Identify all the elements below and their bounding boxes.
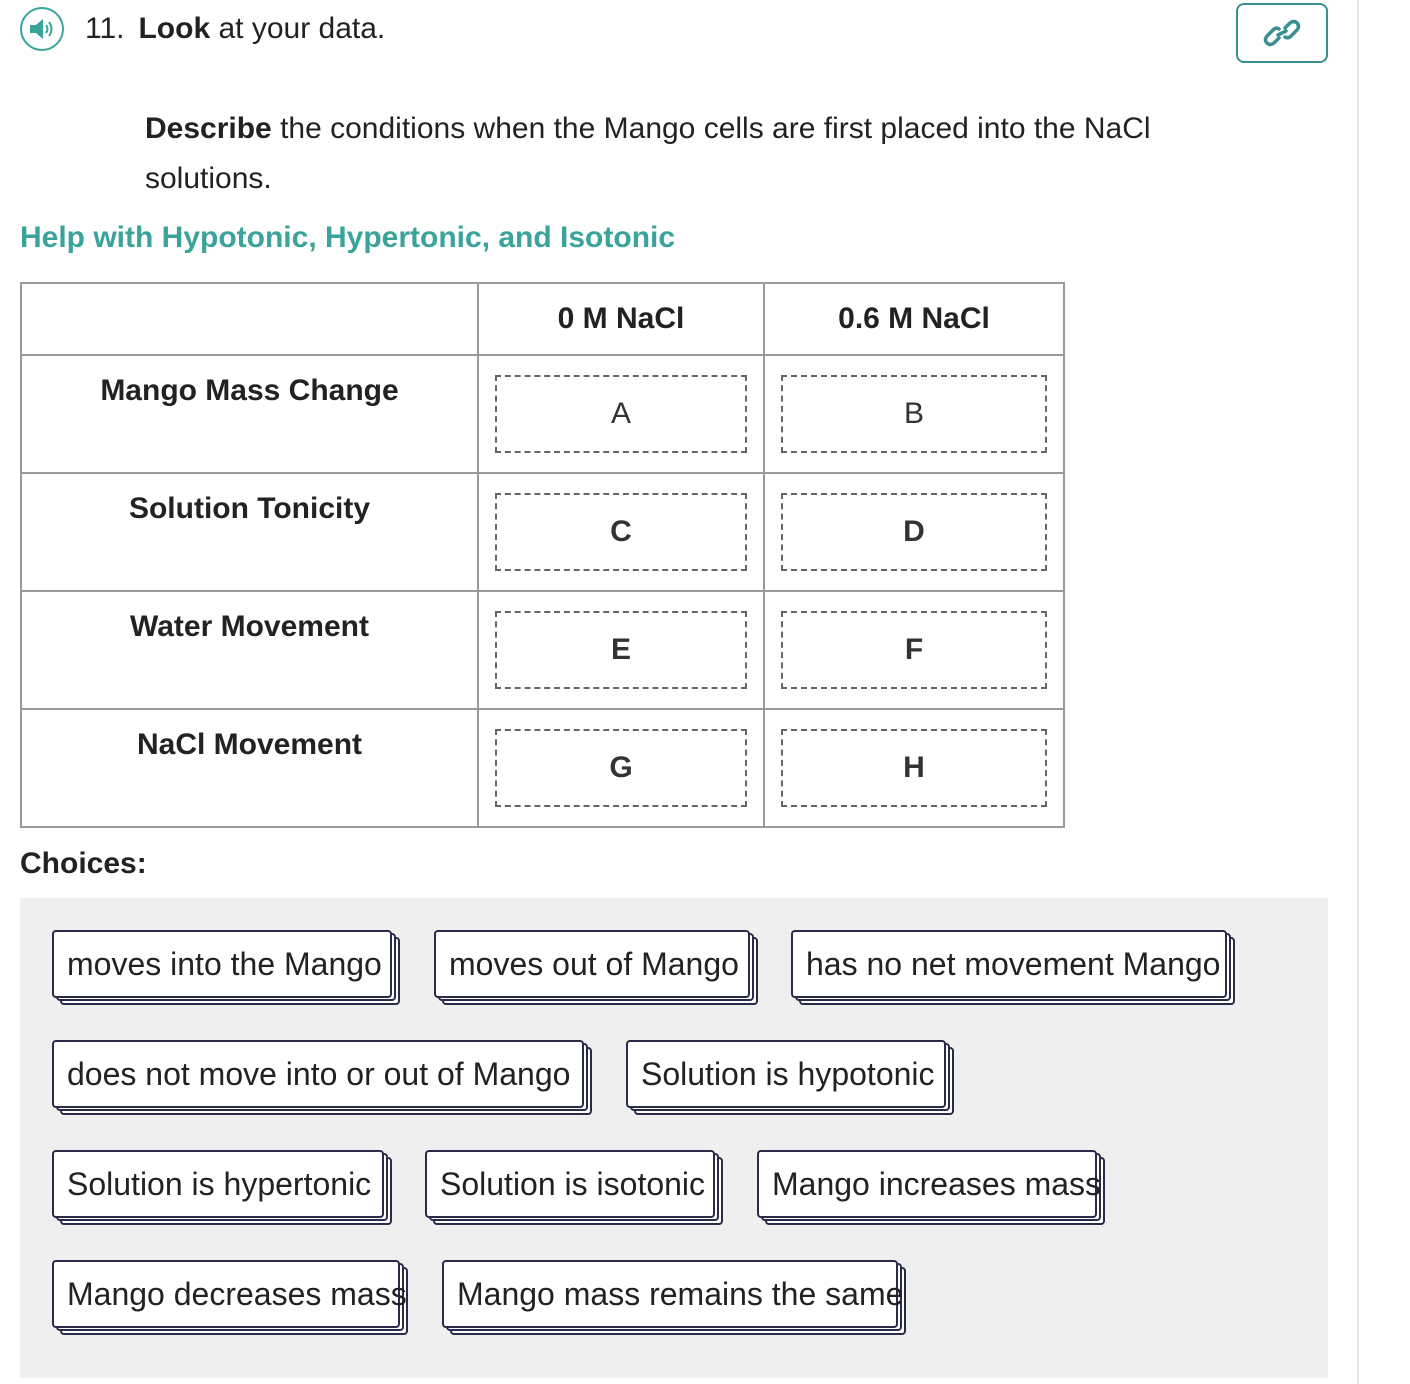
drop-zone-h[interactable]: H: [781, 729, 1047, 807]
choice-label: Solution is hypotonic: [626, 1040, 946, 1108]
drop-zone-d[interactable]: D: [781, 493, 1047, 571]
question-title: [85, 8, 385, 50]
drop-zone-b[interactable]: B: [781, 375, 1047, 453]
choice-chip[interactable]: [791, 930, 1227, 998]
row-label: Mango Mass Change: [21, 355, 478, 473]
table-header-06m: 0.6 M NaCl: [764, 283, 1064, 355]
drop-zone-g[interactable]: G: [495, 729, 747, 807]
choices-panel: [20, 898, 1328, 1378]
choice-chip[interactable]: [52, 1150, 384, 1218]
choice-chip[interactable]: [434, 930, 750, 998]
prompt-verb: Describe: [145, 112, 272, 145]
choice-label: moves out of Mango: [434, 930, 750, 998]
table-row: [21, 473, 1064, 591]
choice-chip[interactable]: [52, 1040, 584, 1108]
row-label: Water Movement: [21, 591, 478, 709]
link-icon: [1262, 19, 1302, 47]
choice-chip[interactable]: [425, 1150, 715, 1218]
choice-label: Solution is isotonic: [425, 1150, 715, 1218]
help-link[interactable]: Help with Hypotonic, Hypertonic, and Isotonic: [20, 221, 676, 254]
choice-label: Mango decreases mass: [52, 1260, 400, 1328]
answer-table: [20, 282, 1065, 828]
choice-label: moves into the Mango: [52, 930, 392, 998]
table-header-0m: 0 M NaCl: [478, 283, 764, 355]
choice-chip[interactable]: [442, 1260, 904, 1328]
choice-label: has no net movement Mango: [791, 930, 1227, 998]
audio-button[interactable]: [20, 7, 64, 51]
question-text: at your data.: [210, 12, 386, 45]
table-row: [21, 355, 1064, 473]
row-label: Solution Tonicity: [21, 473, 478, 591]
choice-label: does not move into or out of Mango: [52, 1040, 584, 1108]
table-row: [21, 591, 1064, 709]
table-header-blank: [21, 283, 478, 355]
divider: [1357, 0, 1359, 1384]
choice-chip[interactable]: [626, 1040, 946, 1108]
choice-chip[interactable]: [52, 930, 392, 998]
link-button[interactable]: [1236, 3, 1328, 63]
choice-label: Mango mass remains the same: [442, 1260, 898, 1328]
table-row: [21, 709, 1064, 827]
row-label: NaCl Movement: [21, 709, 478, 827]
choice-chip[interactable]: [52, 1260, 407, 1328]
drop-zone-a[interactable]: A: [495, 375, 747, 453]
choice-label: Mango increases mass: [757, 1150, 1097, 1218]
question-number: 11.: [85, 12, 125, 45]
choice-chip[interactable]: [757, 1150, 1102, 1218]
question-verb: Look: [138, 12, 211, 45]
prompt-text: the conditions when the Mango cells are first placed into the NaCl solutions.: [145, 112, 1151, 195]
table-header-row: [21, 283, 1064, 355]
drop-zone-c[interactable]: C: [495, 493, 747, 571]
speaker-icon: [27, 17, 57, 41]
choices-heading: Choices:: [20, 847, 147, 880]
drop-zone-f[interactable]: F: [781, 611, 1047, 689]
choice-label: Solution is hypertonic: [52, 1150, 384, 1218]
question-prompt: [145, 104, 1155, 204]
drop-zone-e[interactable]: E: [495, 611, 747, 689]
